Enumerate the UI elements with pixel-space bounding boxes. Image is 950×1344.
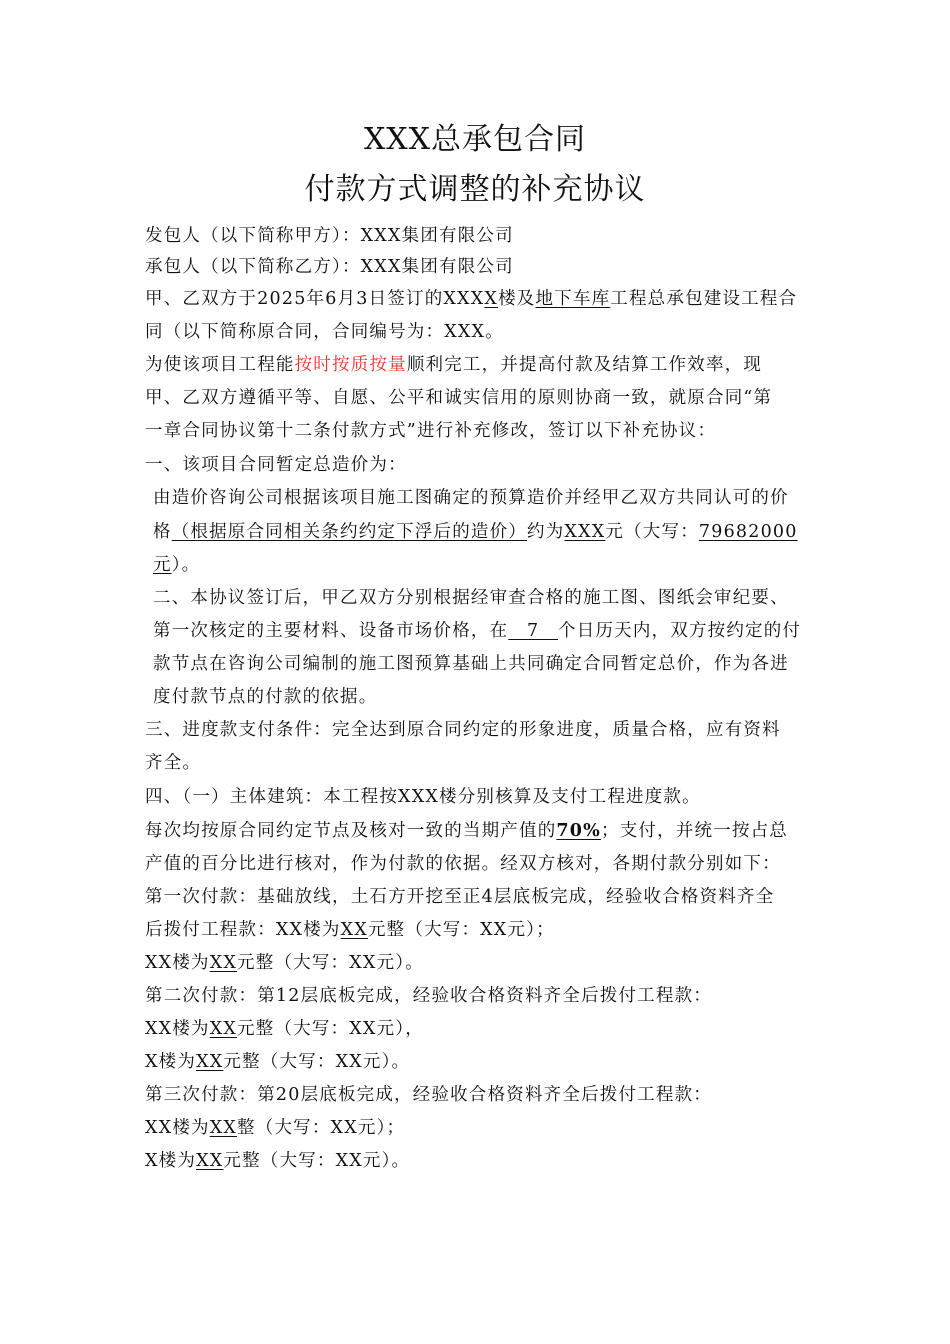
text-segment: 楼及	[498, 289, 536, 309]
underlined-field: X	[484, 289, 499, 309]
text-segment: 元整（大写：XX元）。	[223, 1052, 411, 1072]
underlined-field: XX	[209, 953, 238, 973]
text-line	[145, 318, 504, 346]
document-subtitle	[0, 170, 950, 210]
text-segment: 元整（大写：XX元），	[237, 1019, 424, 1039]
text-line	[145, 982, 712, 1010]
text-segment: 甲、乙双方于2025年6月3日签订的XXX	[145, 289, 485, 309]
text-segment: 第三次付款：第20层底板完成，经验收合格资料齐全后拨付工程款：	[145, 1085, 712, 1105]
text-line	[153, 484, 789, 512]
underlined-field: XX	[196, 1151, 224, 1171]
text-line	[145, 222, 514, 250]
text-line	[145, 916, 555, 944]
text-line	[145, 351, 762, 379]
text-segment: 甲、乙双方遵循平等、自愿、公平和诚实信用的原则协商一致，就原合同“第	[145, 388, 773, 408]
text-segment: 产值的百分比进行核对，作为付款的依据。经双方核对，各期付款分别如下：	[145, 854, 781, 874]
text-line	[145, 253, 514, 281]
text-line	[145, 883, 774, 911]
text-line	[145, 850, 781, 878]
text-segment: XX楼为	[145, 953, 210, 973]
text-line	[145, 1048, 410, 1076]
text-line	[153, 551, 200, 579]
text-segment: 顺利完工，并提高付款及结算工作效率，现	[406, 355, 763, 375]
text-segment: 约为	[527, 522, 565, 542]
text-line	[145, 285, 797, 313]
underlined-field: XXX	[564, 522, 606, 542]
text-segment: 发包人（以下简称甲方）：XXX集团有限公司	[145, 226, 514, 246]
text-segment: 工程总承包建设工程合	[610, 289, 798, 309]
text-segment: 元整（大写：XX元）；	[367, 920, 555, 940]
text-segment: 承包人（以下简称乙方）：XXX集团有限公司	[145, 257, 514, 277]
underlined-field: （根据原合同相关条约约定下浮后的造价）	[171, 522, 528, 542]
title-line-1: XXX总承包合同	[363, 122, 587, 157]
text-segment: XX楼为	[145, 1019, 210, 1039]
text-segment: 二、本协议签订后，甲乙双方分别根据经审查合格的施工图、图纸会审纪要、	[153, 588, 789, 608]
underlined-field: XX	[209, 1118, 238, 1138]
document-title	[0, 120, 950, 160]
text-line	[145, 716, 781, 744]
text-segment: 格	[153, 522, 172, 542]
text-segment: ）。	[171, 555, 201, 575]
text-segment: 同（以下简称原合同，合同编号为：XXX。	[145, 322, 504, 342]
text-line	[145, 417, 716, 445]
text-segment: 三、进度款支付条件：完全达到原合同约定的形象进度，质量合格，应有资料	[145, 720, 781, 740]
text-line	[153, 584, 789, 612]
underlined-field: 7	[508, 621, 559, 641]
text-line	[145, 384, 772, 412]
text-segment: 元整（大写：XX元）。	[237, 953, 424, 973]
underlined-field: XX	[209, 1019, 238, 1039]
text-segment: 每次均按原合同约定节点及核对一致的当期产值的	[145, 821, 557, 841]
text-line	[145, 783, 701, 811]
title-line-2: 付款方式调整的补充协议	[304, 172, 646, 207]
text-line	[145, 451, 407, 479]
text-segment: 度付款节点的付款的依据。	[153, 687, 378, 707]
text-segment: 齐全。	[145, 753, 202, 773]
text-segment: 第二次付款：第12层底板完成，经验收合格资料齐全后拨付工程款：	[145, 986, 712, 1006]
text-segment: 元（大写：	[605, 522, 699, 542]
underlined-field: XX	[340, 920, 368, 940]
underlined-field: 地下车库	[535, 289, 611, 309]
text-line	[145, 949, 424, 977]
underlined-field: 70%	[556, 821, 601, 841]
text-segment: X楼为	[145, 1151, 197, 1171]
text-segment: ；支付，并统一按占总	[601, 821, 788, 841]
text-line	[153, 683, 377, 711]
text-line	[153, 617, 801, 645]
text-segment: 整（大写：XX元）；	[237, 1118, 406, 1138]
text-segment: 第一次核定的主要材料、设备市场价格，在	[153, 621, 509, 641]
text-segment: 由造价咨询公司根据该项目施工图确定的预算造价并经甲乙双方共同认可的价	[153, 488, 789, 508]
text-segment: 一、该项目合同暂定总造价为：	[145, 455, 407, 475]
text-segment: 款节点在咨询公司编制的施工图预算基础上共同确定合同暂定总价，作为各进	[153, 654, 789, 674]
text-line	[145, 749, 201, 777]
text-segment: 后拨付工程款：XX楼为	[145, 920, 341, 940]
text-line	[145, 1081, 712, 1109]
text-line	[153, 650, 789, 678]
text-segment: X楼为	[145, 1052, 197, 1072]
underlined-field: 79682000	[698, 522, 798, 542]
text-segment: 为使该项目工程能	[145, 355, 295, 375]
text-segment: XX楼为	[145, 1118, 210, 1138]
text-segment: 个日历天内，双方按约定的付	[558, 621, 802, 641]
highlighted-text: 按时按质按量	[294, 355, 407, 375]
text-segment: 四、（一）主体建筑：本工程按XXX楼分别核算及支付工程进度款。	[145, 787, 701, 807]
text-line	[145, 817, 788, 845]
text-line	[145, 1147, 410, 1175]
text-segment: 第一次付款：基础放线，土石方开挖至正4层底板完成，经验收合格资料齐全	[145, 887, 775, 907]
text-line	[145, 1114, 405, 1142]
underlined-field: XX	[196, 1052, 224, 1072]
text-segment: 元整（大写：XX元）。	[223, 1151, 411, 1171]
underlined-field: 元	[153, 555, 172, 575]
text-line	[145, 1015, 424, 1043]
text-segment: 一章合同协议第十二条付款方式”进行补充修改，签订以下补充协议：	[145, 421, 717, 441]
text-line	[153, 518, 798, 546]
